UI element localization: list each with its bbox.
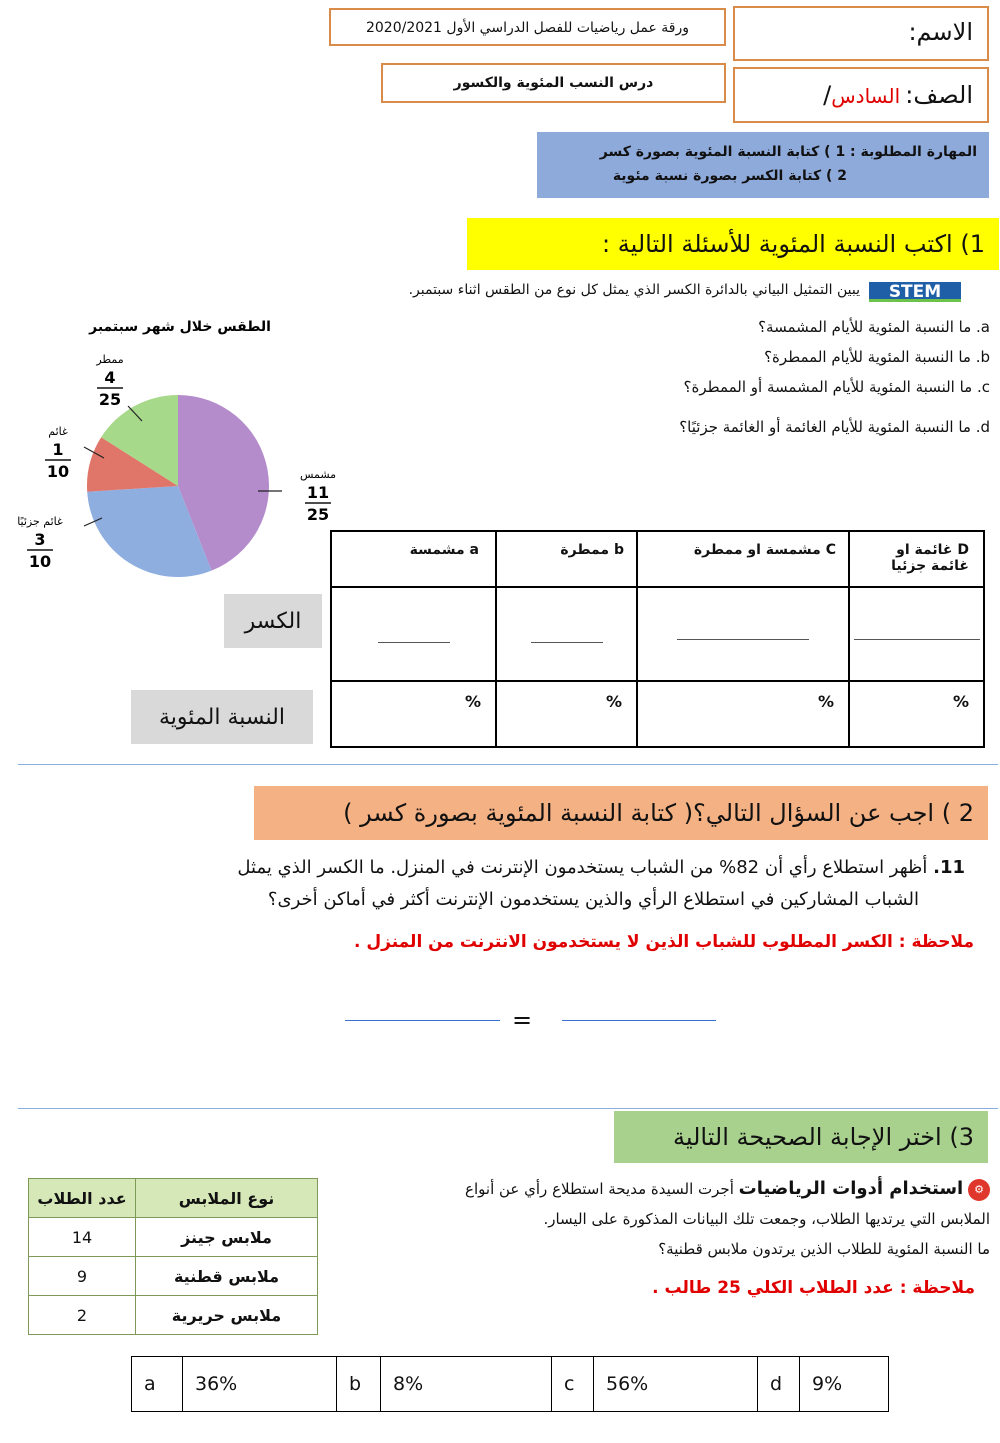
grade-slash: / <box>823 81 832 109</box>
section3-line-1: أجرت السيدة مديحة استطلاع رأي عن أنواع <box>465 1180 734 1198</box>
section3-problem <box>352 1174 990 1264</box>
row-count: 2 <box>29 1296 136 1335</box>
divider-1 <box>18 764 998 765</box>
skills-line-2: 2 ) كتابة الكسر بصورة نسبة مئوية <box>612 168 847 184</box>
header-a: a مشمسة <box>331 531 496 587</box>
stem-badge <box>869 282 961 302</box>
section2-banner <box>254 786 988 840</box>
percent-label: النسبة المئوية <box>131 690 313 744</box>
percent-cell-b[interactable]: % <box>496 681 637 747</box>
pie-slice-label: غائم <box>48 425 68 438</box>
pie-slice-denominator: 25 <box>98 390 122 409</box>
worksheet-title-box <box>329 8 726 46</box>
section1-questions <box>560 312 990 442</box>
weather-pie-chart <box>0 310 350 590</box>
skills-box <box>537 132 989 198</box>
section3-note: ملاحظة : عدد الطلاب الكلي 25 طالب . <box>652 1278 975 1298</box>
section3-line-3: ما النسبة المئوية للطلاب الذين يرتدون ملابس قطنية؟ <box>658 1240 990 1258</box>
header-student-count: عدد الطلاب <box>29 1179 136 1218</box>
choice-c-value[interactable]: 56% <box>594 1357 758 1412</box>
choice-d-value[interactable]: 9% <box>800 1357 889 1412</box>
section1-banner <box>467 218 999 270</box>
pie-slice-label: ممطر <box>96 353 124 366</box>
choices-row <box>132 1357 889 1412</box>
section2-title: 2 ) اجب عن السؤال التالي؟( كتابة النسبة المئوية بصورة كسر ) <box>343 799 974 827</box>
skills-line-1: المهارة المطلوبة : 1 ) كتابة النسبة المئوية بصورة كسر <box>599 144 977 160</box>
section2-problem <box>40 852 965 916</box>
section3-line-2: الملابس التي يرتديها الطلاب، وجمعت تلك البيانات المذكورة على اليسار. <box>543 1210 990 1228</box>
header-b: b ممطرة <box>496 531 637 587</box>
fraction-cell-b[interactable] <box>496 587 637 681</box>
choice-c-letter[interactable]: c <box>552 1357 594 1412</box>
row-type: ملابس حريرية <box>136 1296 318 1335</box>
fraction-row <box>331 587 984 681</box>
pie-slice-denominator: 25 <box>306 505 330 524</box>
table-row <box>29 1296 318 1335</box>
pie-slice-label: غائم جزئيًا <box>17 515 63 528</box>
pie-slice-numerator: 3 <box>34 530 46 549</box>
answer-blank-right[interactable] <box>562 1020 716 1021</box>
name-label: الاسم: <box>908 18 973 46</box>
chart-title: الطقس خلال شهر سبتمبر <box>89 319 271 335</box>
fraction-cell-c[interactable] <box>637 587 849 681</box>
name-box[interactable] <box>733 6 989 61</box>
question-b: b. ما النسبة المئوية للأيام الممطرة؟ <box>764 348 990 366</box>
row-type: ملابس قطنية <box>136 1257 318 1296</box>
choice-a-letter[interactable]: a <box>132 1357 183 1412</box>
question-a: a. ما النسبة المئوية للأيام المشمسة؟ <box>758 318 990 336</box>
grade-box[interactable] <box>733 67 989 123</box>
equals-sign: = <box>512 1006 533 1034</box>
row-type: ملابس جينز <box>136 1218 318 1257</box>
pie-slice-label: مشمس <box>299 468 337 481</box>
percent-row <box>331 681 984 747</box>
header-clothes-type: نوع الملابس <box>136 1179 318 1218</box>
clothes-table <box>28 1178 318 1335</box>
table-header-row <box>331 531 984 587</box>
problem-line-2: الشباب المشاركين في استطلاع الرأي والذين يستخدمون الإنترنت أكثر في أماكن أخرى؟ <box>267 889 919 910</box>
choice-d-letter[interactable]: d <box>758 1357 800 1412</box>
grade-value: السادس <box>831 84 901 108</box>
stem-badge-text: STEM <box>888 282 942 302</box>
problem-line-1: أظهر استطلاع رأي أن 82% من الشباب يستخدمون الإنترنت في المنزل. ما الكسر الذي يمثل <box>237 857 928 878</box>
pie-slice-numerator: 1 <box>52 440 64 459</box>
fraction-cell-a[interactable] <box>331 587 496 681</box>
section1-title: 1) اكتب النسبة المئوية للأسئلة التالية : <box>602 230 985 258</box>
pie-slice-denominator: 10 <box>46 462 70 481</box>
row-count: 9 <box>29 1257 136 1296</box>
section1-intro: يبين التمثيل البياني بالدائرة الكسر الذي يمثل كل نوع من الطقس اثناء سبتمبر. <box>408 282 860 298</box>
header-c: C مشمسة او ممطرة <box>637 531 849 587</box>
fraction-cell-d[interactable] <box>849 587 984 681</box>
tool-label: استخدام أدوات الرياضيات <box>738 1178 964 1199</box>
lesson-title: درس النسب المئوية والكسور <box>453 75 654 91</box>
worksheet-title: ورقة عمل رياضيات للفصل الدراسي الأول 2020/2021 <box>365 20 690 36</box>
section1-answer-table <box>330 530 985 748</box>
table-row <box>29 1218 318 1257</box>
problem-number: 11. <box>933 857 965 878</box>
percent-cell-c[interactable]: % <box>637 681 849 747</box>
percent-cell-d[interactable]: % <box>849 681 984 747</box>
divider-2 <box>18 1108 998 1109</box>
section3-banner <box>614 1111 988 1163</box>
percent-cell-a[interactable]: % <box>331 681 496 747</box>
choice-b-letter[interactable]: b <box>337 1357 381 1412</box>
lesson-title-box <box>381 63 726 103</box>
math-tools-icon: ⚙ <box>968 1179 990 1201</box>
pie-slice-denominator: 10 <box>28 552 52 571</box>
grade-label: الصف: <box>905 81 973 109</box>
pie-slices <box>87 395 269 577</box>
clothes-header-row <box>29 1179 318 1218</box>
row-count: 14 <box>29 1218 136 1257</box>
choice-b-value[interactable]: 8% <box>381 1357 552 1412</box>
section2-note: ملاحظة : الكسر المطلوب للشباب الذين لا يستخدمون الانترنت من المنزل . <box>354 932 974 952</box>
header-d: D غائمة او غائمة جزئيا <box>849 531 984 587</box>
pie-slice-numerator: 11 <box>306 483 330 502</box>
question-d: d. ما النسبة المئوية للأيام الغائمة أو الغائمة جزئيًا؟ <box>679 418 990 436</box>
choice-a-value[interactable]: 36% <box>183 1357 337 1412</box>
fraction-label: الكسر <box>224 594 322 648</box>
table-row <box>29 1257 318 1296</box>
choices-table <box>131 1356 889 1412</box>
answer-blank-left[interactable] <box>345 1020 500 1021</box>
pie-slice-numerator: 4 <box>104 368 116 387</box>
section3-title: 3) اختر الإجابة الصحيحة التالية <box>672 1123 974 1151</box>
question-c: c. ما النسبة المئوية للأيام المشمسة أو الممطرة؟ <box>683 378 990 396</box>
